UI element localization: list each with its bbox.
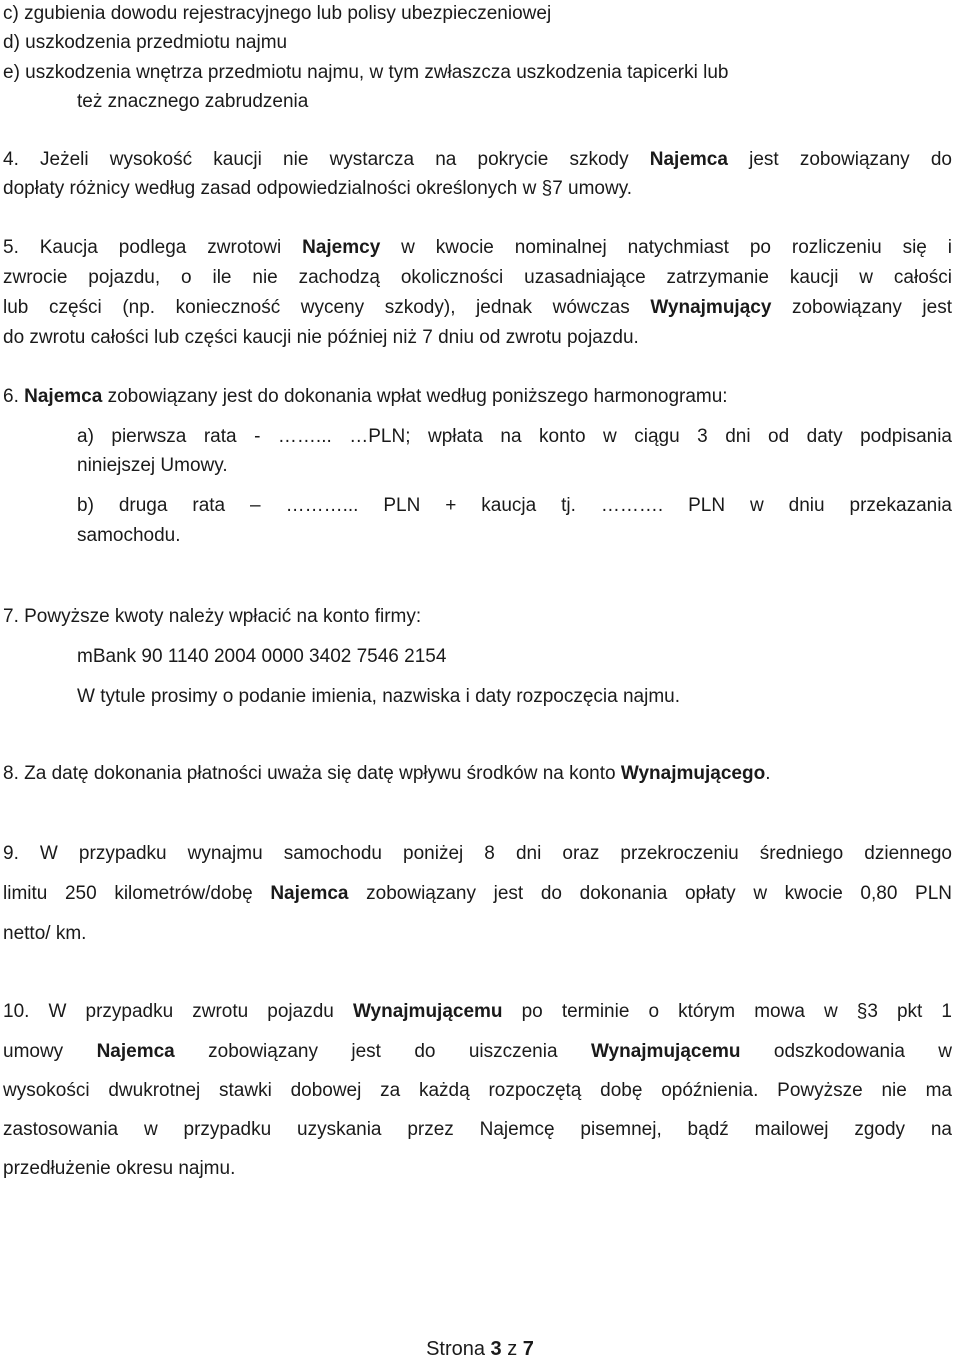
paragraph-10-line5: przedłużenie okresu najmu.: [3, 1158, 236, 1179]
bold-term: Wynajmujący: [650, 297, 772, 318]
text: .: [765, 763, 771, 784]
paragraph-10-line3: wysokości dwukrotnej stawki dobowej za każdą rozpoczętą dobę opóźnienia. Powyższe nie ma: [3, 1080, 952, 1101]
installment-b-line1: b) druga rata – ………... PLN + kaucja tj. ………. PLN w dniu przekazania: [77, 495, 952, 516]
page-number-footer: [0, 1337, 960, 1361]
text: zobowiązany jest: [771, 297, 952, 318]
paragraph-5-line3: [3, 296, 952, 320]
text: 8. Za datę dokonania płatności uważa się datę wpływu środków na konto: [3, 763, 621, 784]
paragraph-10-line1: [3, 1000, 952, 1024]
current-page: 3: [490, 1338, 502, 1360]
text: odszkodowania w: [740, 1041, 952, 1062]
paragraph-5-line1: [3, 236, 952, 260]
text: 5. Kaucja podlega zwrotowi: [3, 237, 303, 258]
paragraph-9-line3: netto/ km.: [3, 923, 87, 944]
list-item-e-line1: e) uszkodzenia wnętrza przedmiotu najmu, w tym zwłaszcza uszkodzenia tapicerki lub: [3, 62, 729, 83]
bold-term: Najemca: [649, 149, 728, 170]
text: w kwocie nominalnej natychmiast po rozliczeniu się i: [380, 237, 952, 258]
text: po terminie o którym mowa w §3 pkt 1: [502, 1001, 952, 1022]
bold-term: Wynajmującemu: [590, 1041, 741, 1062]
bank-account: mBank 90 1140 2004 0000 3402 7546 2154: [77, 646, 447, 667]
bold-term: Najemca: [24, 386, 103, 407]
bold-term: Wynajmującego: [620, 763, 766, 784]
text: 6.: [3, 386, 25, 407]
paragraph-9-line2: [3, 882, 952, 906]
bold-term: Najemca: [270, 883, 349, 904]
text: 10. W przypadku zwrotu pojazdu: [3, 1001, 353, 1022]
paragraph-10-line2: [3, 1040, 952, 1064]
paragraph-6-line1: [3, 385, 952, 409]
paragraph-10-line4: zastosowania w przypadku uzyskania przez Najemcę pisemnej, bądź mailowej zgody na: [3, 1119, 952, 1140]
text: 4. Jeżeli wysokość kaucji nie wystarcza na pokrycie szkody: [3, 149, 650, 170]
text: umowy: [3, 1041, 97, 1062]
installment-a-line2: niniejszej Umowy.: [77, 455, 228, 476]
installment-b-line2: samochodu.: [77, 525, 181, 546]
text: limitu 250 kilometrów/dobę: [3, 883, 271, 904]
paragraph-5-line2: zwrocie pojazdu, o ile nie zachodzą okoliczności uzasadniające zatrzymanie kaucji w całości: [3, 267, 952, 288]
list-item-c: c) zgubienia dowodu rejestracyjnego lub polisy ubezpieczeniowej: [3, 3, 552, 24]
bold-term: Najemcy: [302, 237, 381, 258]
text: zobowiązany jest do dokonania opłaty w kwocie 0,80 PLN: [348, 883, 952, 904]
text: lub części (np. konieczność wyceny szkody), jednak wówczas: [3, 297, 651, 318]
installment-a-line1: a) pierwsza rata - ……... …PLN; wpłata na konto w ciągu 3 dni od daty podpisania: [77, 426, 952, 447]
paragraph-8-line1: [3, 762, 952, 786]
text: jest zobowiązany do: [727, 149, 952, 170]
paragraph-5-line4: do zwrotu całości lub części kaucji nie później niż 7 dniu od zwrotu pojazdu.: [3, 327, 639, 348]
text: zobowiązany jest do uiszczenia: [174, 1041, 591, 1062]
bold-term: Wynajmującemu: [352, 1001, 503, 1022]
transfer-title-note: W tytule prosimy o podanie imienia, nazwiska i daty rozpoczęcia najmu.: [77, 686, 680, 707]
paragraph-4-line1: [3, 148, 952, 172]
paragraph-7-line1: 7. Powyższe kwoty należy wpłacić na konto firmy:: [3, 606, 422, 627]
total-pages: 7: [522, 1338, 534, 1360]
list-item-d: d) uszkodzenia przedmiotu najmu: [3, 32, 288, 53]
paragraph-4-line2: dopłaty różnicy według zasad odpowiedzialności określonych w §7 umowy.: [3, 178, 633, 199]
paragraph-9-line1: 9. W przypadku wynajmu samochodu poniżej 8 dni oraz przekroczeniu średniego dziennego: [3, 843, 952, 864]
footer-label: Strona: [426, 1338, 491, 1360]
text: zobowiązany jest do dokonania wpłat według poniższego harmonogramu:: [102, 386, 728, 407]
bold-term: Najemca: [96, 1041, 175, 1062]
list-item-e-line2: też znacznego zabrudzenia: [77, 91, 309, 112]
footer-separator: z: [501, 1338, 523, 1360]
